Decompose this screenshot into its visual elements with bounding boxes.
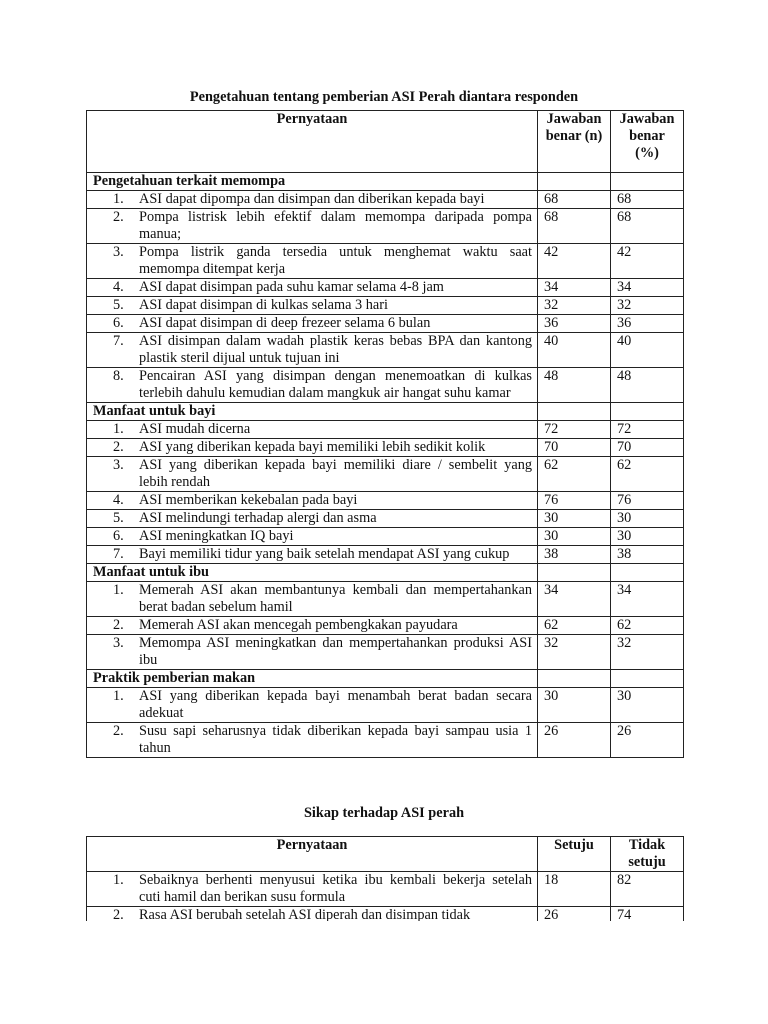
statement-text: Memompa ASI meningkatkan dan mempertahankan produksi ASI ibu — [139, 635, 532, 668]
correct-n: 30 — [538, 688, 611, 723]
correct-pct: 48 — [611, 368, 684, 403]
empty-cell — [611, 564, 684, 582]
correct-n: 34 — [538, 279, 611, 297]
statement-text: ASI yang diberikan kepada bayi memiliki diare / sembelit yang lebih rendah — [139, 457, 532, 490]
table-row — [87, 457, 684, 492]
disagree-value: 74 — [611, 907, 684, 922]
statement-text: ASI yang diberikan kepada bayi menambah berat badan secara adekuat — [139, 688, 532, 721]
statement-text: ASI dapat disimpan di deep frezeer selama 6 bulan — [139, 315, 431, 331]
statement-cell — [87, 368, 538, 403]
statement-cell — [87, 421, 538, 439]
table-row — [87, 279, 684, 297]
item-number: 6. — [113, 528, 124, 544]
correct-pct: 36 — [611, 315, 684, 333]
correct-pct: 72 — [611, 421, 684, 439]
item-number: 4. — [113, 279, 124, 295]
item-number: 1. — [113, 872, 124, 888]
knowledge-table — [86, 110, 684, 758]
correct-pct: 30 — [611, 688, 684, 723]
disagree-value: 82 — [611, 872, 684, 907]
correct-n: 68 — [538, 209, 611, 244]
statement-text: ASI meningkatkan IQ bayi — [139, 528, 294, 544]
statement-cell — [87, 582, 538, 617]
table-row — [87, 368, 684, 403]
statement-text: ASI memberikan kekebalan pada bayi — [139, 492, 358, 508]
correct-n: 70 — [538, 439, 611, 457]
correct-pct: 42 — [611, 244, 684, 279]
section-row — [87, 670, 684, 688]
item-number: 4. — [113, 492, 124, 508]
section-heading: Pengetahuan terkait memompa — [87, 173, 538, 191]
item-number: 5. — [113, 297, 124, 313]
empty-cell — [538, 173, 611, 191]
statement-text: Susu sapi seharusnya tidak diberikan kepada bayi sampau usia 1 tahun — [139, 723, 532, 756]
statement-text: Rasa ASI berubah setelah ASI diperah dan disimpan tidak — [139, 907, 471, 921]
table-row — [87, 492, 684, 510]
statement-cell — [87, 546, 538, 564]
section-heading: Praktik pemberian makan — [87, 670, 538, 688]
item-number: 7. — [113, 333, 124, 349]
item-number: 2. — [113, 439, 124, 455]
header-agree: Setuju — [538, 837, 611, 872]
table-row — [87, 244, 684, 279]
statement-cell — [87, 333, 538, 368]
item-number: 3. — [113, 457, 124, 473]
empty-cell — [538, 403, 611, 421]
statement-cell — [87, 907, 538, 922]
statement-text: ASI dapat dipompa dan disimpan dan diberikan kepada bayi — [139, 191, 485, 207]
statement-cell — [87, 635, 538, 670]
item-number: 2. — [113, 209, 124, 225]
agree-value: 18 — [538, 872, 611, 907]
header-statement: Pernyataan — [87, 111, 538, 173]
table-row — [87, 209, 684, 244]
section-heading: Manfaat untuk ibu — [87, 564, 538, 582]
item-number: 3. — [113, 244, 124, 260]
correct-pct: 76 — [611, 492, 684, 510]
item-number: 6. — [113, 315, 124, 331]
statement-cell — [87, 492, 538, 510]
statement-cell — [87, 244, 538, 279]
section-row — [87, 564, 684, 582]
statement-cell — [87, 439, 538, 457]
statement-text: Sebaiknya berhenti menyusui ketika ibu kembali bekerja setelah cuti hamil dan berikan susu formula — [139, 872, 532, 905]
table-row — [87, 582, 684, 617]
empty-cell — [538, 564, 611, 582]
correct-n: 76 — [538, 492, 611, 510]
empty-cell — [611, 173, 684, 191]
statement-cell — [87, 528, 538, 546]
correct-pct: 30 — [611, 528, 684, 546]
correct-pct: 68 — [611, 191, 684, 209]
table-row — [87, 439, 684, 457]
table-row — [87, 510, 684, 528]
item-number: 1. — [113, 582, 124, 598]
correct-n: 62 — [538, 617, 611, 635]
item-number: 3. — [113, 635, 124, 651]
statement-text: Pompa listrisk lebih efektif dalam memompa daripada pompa manua; — [139, 209, 532, 242]
correct-n: 36 — [538, 315, 611, 333]
section-row — [87, 173, 684, 191]
correct-pct: 40 — [611, 333, 684, 368]
table-row — [87, 191, 684, 209]
table-row — [87, 723, 684, 758]
header-disagree: Tidak setuju — [611, 837, 684, 872]
item-number: 2. — [113, 723, 124, 739]
item-number: 8. — [113, 368, 124, 384]
table2-title: Sikap terhadap ASI perah — [303, 805, 465, 821]
item-number: 5. — [113, 510, 124, 526]
item-number: 7. — [113, 546, 124, 562]
table-row — [87, 333, 684, 368]
correct-n: 40 — [538, 333, 611, 368]
item-number: 2. — [113, 907, 124, 921]
statement-cell — [87, 315, 538, 333]
item-number: 1. — [113, 191, 124, 207]
statement-cell — [87, 279, 538, 297]
header-correct-pct: Jawaban benar (%) — [611, 111, 684, 173]
correct-n: 32 — [538, 297, 611, 315]
table-row — [87, 546, 684, 564]
correct-n: 34 — [538, 582, 611, 617]
statement-cell — [87, 191, 538, 209]
table-row — [87, 688, 684, 723]
statement-text: Pencairan ASI yang disimpan dengan menemoatkan di kulkas terlebih dahulu kemudian dalam mangkuk air hangat suhu kamar — [139, 368, 532, 401]
item-number: 1. — [113, 688, 124, 704]
correct-n: 32 — [538, 635, 611, 670]
statement-text: ASI dapat disimpan pada suhu kamar selama 4-8 jam — [139, 279, 444, 295]
statement-text: ASI melindungi terhadap alergi dan asma — [139, 510, 377, 526]
correct-pct: 62 — [611, 617, 684, 635]
correct-n: 30 — [538, 528, 611, 546]
statement-text: Bayi memiliki tidur yang baik setelah mendapat ASI yang cukup — [139, 546, 510, 562]
table-row — [87, 872, 684, 907]
statement-text: ASI yang diberikan kepada bayi memiliki lebih sedikit kolik — [139, 439, 486, 455]
correct-pct: 32 — [611, 297, 684, 315]
statement-text: Pompa listrik ganda tersedia untuk menghemat waktu saat memompa ditempat kerja — [139, 244, 532, 277]
header-correct-n: Jawaban benar (n) — [538, 111, 611, 173]
correct-n: 48 — [538, 368, 611, 403]
correct-n: 72 — [538, 421, 611, 439]
section-heading: Manfaat untuk bayi — [87, 403, 538, 421]
correct-n: 30 — [538, 510, 611, 528]
statement-text: Memerah ASI akan mencegah pembengkakan payudara — [139, 617, 458, 633]
statement-text: Memerah ASI akan membantunya kembali dan mempertahankan berat badan sebelum hamil — [139, 582, 532, 615]
table1-title: Pengetahuan tentang pemberian ASI Perah diantara responden — [189, 89, 579, 105]
correct-pct: 30 — [611, 510, 684, 528]
correct-pct: 32 — [611, 635, 684, 670]
table-row — [87, 617, 684, 635]
correct-pct: 68 — [611, 209, 684, 244]
statement-cell — [87, 617, 538, 635]
attitude-table — [86, 836, 684, 921]
table-row — [87, 528, 684, 546]
table-row — [87, 421, 684, 439]
correct-pct: 38 — [611, 546, 684, 564]
empty-cell — [611, 670, 684, 688]
empty-cell — [538, 670, 611, 688]
statement-cell — [87, 872, 538, 907]
correct-pct: 34 — [611, 582, 684, 617]
correct-pct: 70 — [611, 439, 684, 457]
correct-pct: 62 — [611, 457, 684, 492]
correct-n: 26 — [538, 723, 611, 758]
correct-n: 68 — [538, 191, 611, 209]
item-number: 1. — [113, 421, 124, 437]
correct-n: 62 — [538, 457, 611, 492]
statement-text: ASI disimpan dalam wadah plastik keras bebas BPA dan kantong plastik steril dijual untuk tujuan ini — [139, 333, 532, 366]
table-row — [87, 635, 684, 670]
table-row — [87, 907, 684, 922]
agree-value: 26 — [538, 907, 611, 922]
empty-cell — [611, 403, 684, 421]
statement-cell — [87, 457, 538, 492]
item-number: 2. — [113, 617, 124, 633]
table-row — [87, 297, 684, 315]
statement-cell — [87, 297, 538, 315]
statement-cell — [87, 510, 538, 528]
correct-n: 38 — [538, 546, 611, 564]
section-row — [87, 403, 684, 421]
statement-cell — [87, 209, 538, 244]
correct-pct: 26 — [611, 723, 684, 758]
correct-pct: 34 — [611, 279, 684, 297]
header-statement: Pernyataan — [87, 837, 538, 872]
statement-cell — [87, 688, 538, 723]
statement-text: ASI dapat disimpan di kulkas selama 3 hari — [139, 297, 388, 313]
statement-text: ASI mudah dicerna — [139, 421, 251, 437]
statement-cell — [87, 723, 538, 758]
table-row — [87, 315, 684, 333]
correct-n: 42 — [538, 244, 611, 279]
